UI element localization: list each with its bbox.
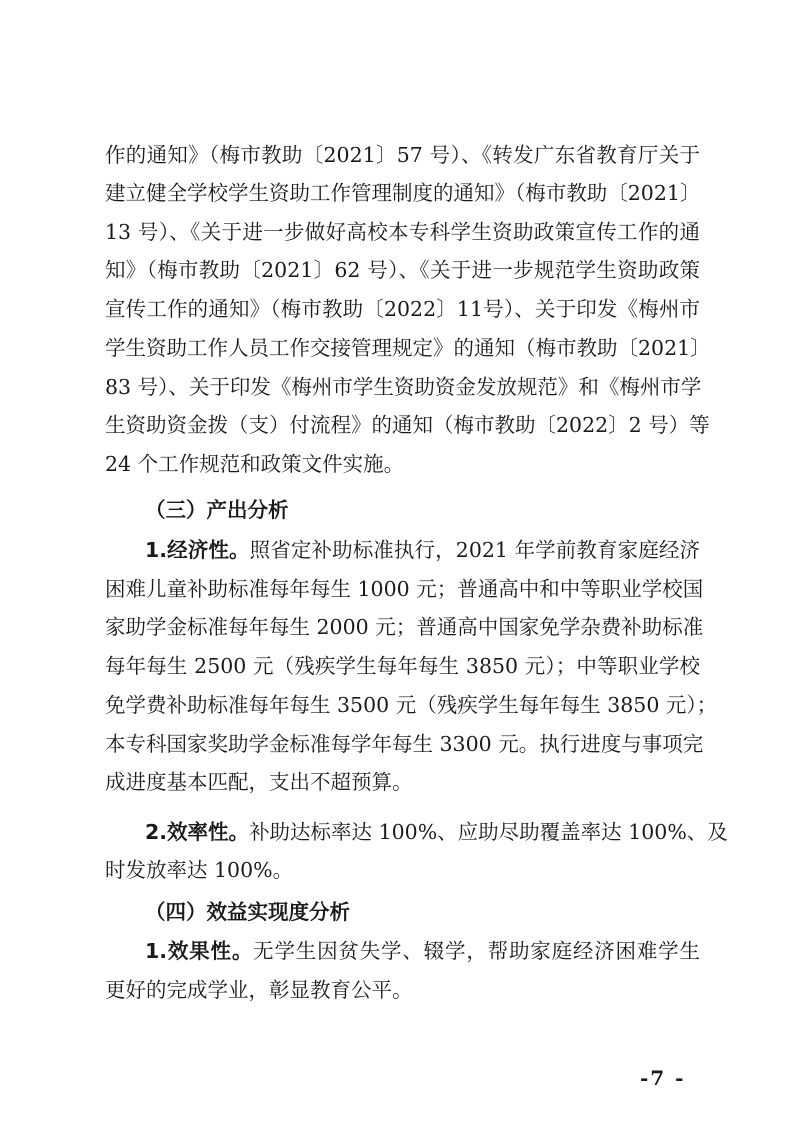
item-economy-first-line bbox=[145, 535, 700, 565]
paragraph-line: 成进度基本匹配，支出不超预算。 bbox=[105, 770, 413, 794]
paragraph-line: 知》（梅市教助〔2021〕62 号）、《关于进一步规范学生资助政策 bbox=[105, 258, 700, 282]
paragraph-line: 每年每生 2500 元（残疾学生每年每生 3850 元）；中等职业学校 bbox=[105, 654, 700, 678]
paragraph-line: 24 个工作规范和政策文件实施。 bbox=[105, 452, 405, 476]
paragraph-line: 家助学金标准每年每生 2000 元；普通高中国家免学杂费补助标准 bbox=[105, 615, 704, 639]
paragraph-line: 作的通知》（梅市教助〔2021〕57 号）、《转发广东省教育厅关于 bbox=[105, 143, 700, 167]
paragraph-line: 更好的完成学业，彰显教育公平。 bbox=[105, 978, 413, 1002]
item-text: 照省定补助标准执行，2021 年学前教育家庭经济 bbox=[249, 538, 700, 562]
section-heading-output-analysis: （三）产出分析 bbox=[145, 498, 289, 522]
paragraph-line: 本专科国家奖助学金标准每学年每生 3300 元。执行进度与事项完 bbox=[105, 732, 704, 756]
item-efficiency-first-line bbox=[145, 817, 728, 847]
page-number: -7 - bbox=[640, 1066, 686, 1090]
section-heading-benefit-analysis: （四）效益实现度分析 bbox=[145, 900, 350, 924]
item-label-economy: 1.经济性。 bbox=[145, 538, 250, 562]
paragraph-line: 13 号）、《关于进一步做好高校本专科学生资助政策宣传工作的通 bbox=[105, 220, 700, 244]
paragraph-line: 宣传工作的通知》（梅市教助〔2022〕11号）、关于印发《梅州市 bbox=[105, 297, 700, 321]
item-label-efficiency: 2.效率性。 bbox=[145, 820, 250, 844]
item-label-effectiveness: 1.效果性。 bbox=[145, 939, 254, 963]
paragraph-line: 生资助资金拨（支）付流程》的通知（梅市教助〔2022〕2 号）等 bbox=[105, 413, 710, 437]
item-effectiveness-first-line bbox=[145, 936, 700, 966]
paragraph-line: 免学费补助标准每年每生 3500 元（残疾学生每年每生 3850 元）； bbox=[105, 693, 718, 717]
paragraph-line: 学生资助工作人员工作交接管理规定》的通知（梅市教助〔2021〕 bbox=[105, 336, 711, 360]
paragraph-line: 83 号）、关于印发《梅州市学生资助资金发放规范》和《梅州市学 bbox=[105, 375, 702, 399]
paragraph-line: 时发放率达 100%。 bbox=[105, 858, 294, 882]
item-text: 补助达标率达 100%、应助尽助覆盖率达 100%、及 bbox=[249, 820, 728, 844]
item-text: 无学生因贫失学、辍学，帮助家庭经济困难学生 bbox=[253, 939, 700, 963]
paragraph-line: 建立健全学校学生资助工作管理制度的通知》（梅市教助〔2021〕 bbox=[105, 181, 701, 205]
paragraph-line: 困难儿童补助标准每年每生 1000 元；普通高中和中等职业学校国 bbox=[105, 577, 704, 601]
